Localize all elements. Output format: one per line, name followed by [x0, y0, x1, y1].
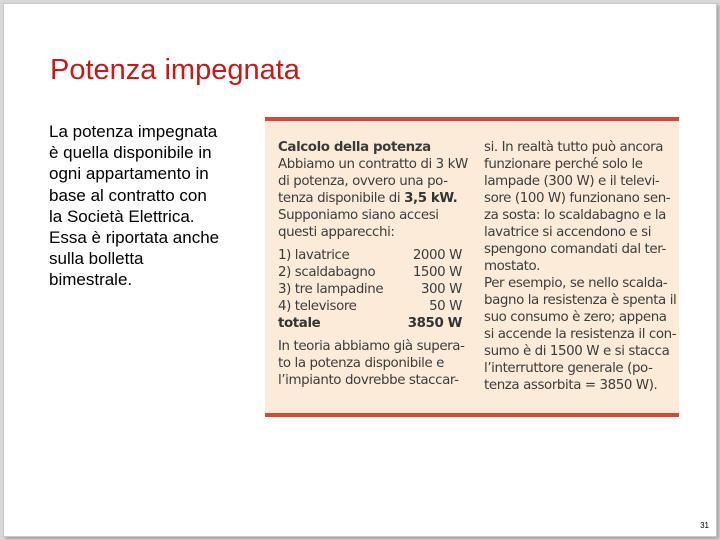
body-line: base al contratto con — [49, 185, 207, 205]
box-title: Calcolo della potenza — [278, 140, 431, 155]
box-line: si accende la resistenza il con- — [484, 327, 677, 342]
appliance-name: 2) scaldabagno — [278, 265, 376, 280]
box-line: za sosta: lo scaldabagno e la — [484, 208, 666, 223]
appliance-row — [278, 281, 462, 298]
box-line: tenza assorbita = 3850 W). — [484, 378, 658, 393]
page-number: 31 — [700, 521, 709, 530]
appliance-power: 2000 W — [412, 248, 462, 263]
box-line: In teoria abbiamo già supera- — [278, 339, 465, 354]
box-line — [278, 190, 462, 207]
appliance-row — [278, 298, 462, 315]
box-line: mostato. — [484, 259, 540, 274]
box-line: suo consumo è zero; appena — [484, 310, 667, 325]
body-line: ogni appartamento in — [49, 164, 209, 184]
body-text — [49, 121, 254, 291]
box-left-column — [278, 139, 468, 389]
box-line: lavatrice si accendono e si — [484, 225, 652, 240]
box-line: di potenza, ovvero una po- — [278, 174, 448, 189]
appliance-power: 50 W — [429, 299, 462, 314]
total-label: totale — [278, 316, 321, 331]
body-line: è quella disponibile in — [49, 143, 212, 163]
box-line-text: tenza disponibile di — [278, 191, 401, 206]
box-line: Abbiamo un contratto di 3 kW — [278, 157, 468, 172]
box-line: spengono comandati dal ter- — [484, 242, 666, 257]
slide — [3, 3, 717, 537]
appliance-power: 300 W — [420, 282, 462, 297]
box-line: Per esempio, se nello scalda- — [484, 276, 668, 291]
appliance-row — [278, 264, 462, 281]
box-line: questi apparecchi: — [278, 225, 395, 240]
box-line: l’impianto dovrebbe staccar- — [278, 373, 459, 388]
box-line: lampade (300 W) e il televi- — [484, 174, 660, 189]
appliance-name: 1) lavatrice — [278, 248, 350, 263]
available-power-value: 3,5 kW. — [404, 191, 458, 206]
appliance-power: 1500 W — [412, 265, 462, 280]
box-line: bagno la resistenza è spenta il — [484, 293, 677, 308]
box-line: si. In realtà tutto può ancora — [484, 140, 664, 155]
body-line: la Società Elettrica. — [49, 206, 195, 226]
box-line: sumo è di 1500 W e si stacca — [484, 344, 670, 359]
slide-title: Potenza impegnata — [50, 54, 300, 86]
power-calculation-box — [265, 117, 679, 417]
box-line: l’interruttore generale (po- — [484, 361, 653, 376]
body-line: bimestrale. — [49, 270, 133, 290]
appliance-name: 3) tre lampadine — [278, 282, 384, 297]
appliance-name: 4) televisore — [278, 299, 357, 314]
total-value: 3850 W — [407, 316, 462, 331]
box-right-column — [484, 139, 677, 394]
appliance-row — [278, 247, 462, 264]
box-line: to la potenza disponibile e — [278, 356, 445, 371]
body-line: La potenza impegnata — [49, 122, 218, 141]
box-line: Supponiamo siano accesi — [278, 208, 439, 223]
body-line: sulla bolletta — [49, 249, 144, 269]
total-row — [278, 315, 462, 332]
body-line: Essa è riportata anche — [49, 228, 220, 248]
box-line: funzionare perché solo le — [484, 157, 643, 172]
box-line: sore (100 W) funzionano sen- — [484, 191, 671, 206]
